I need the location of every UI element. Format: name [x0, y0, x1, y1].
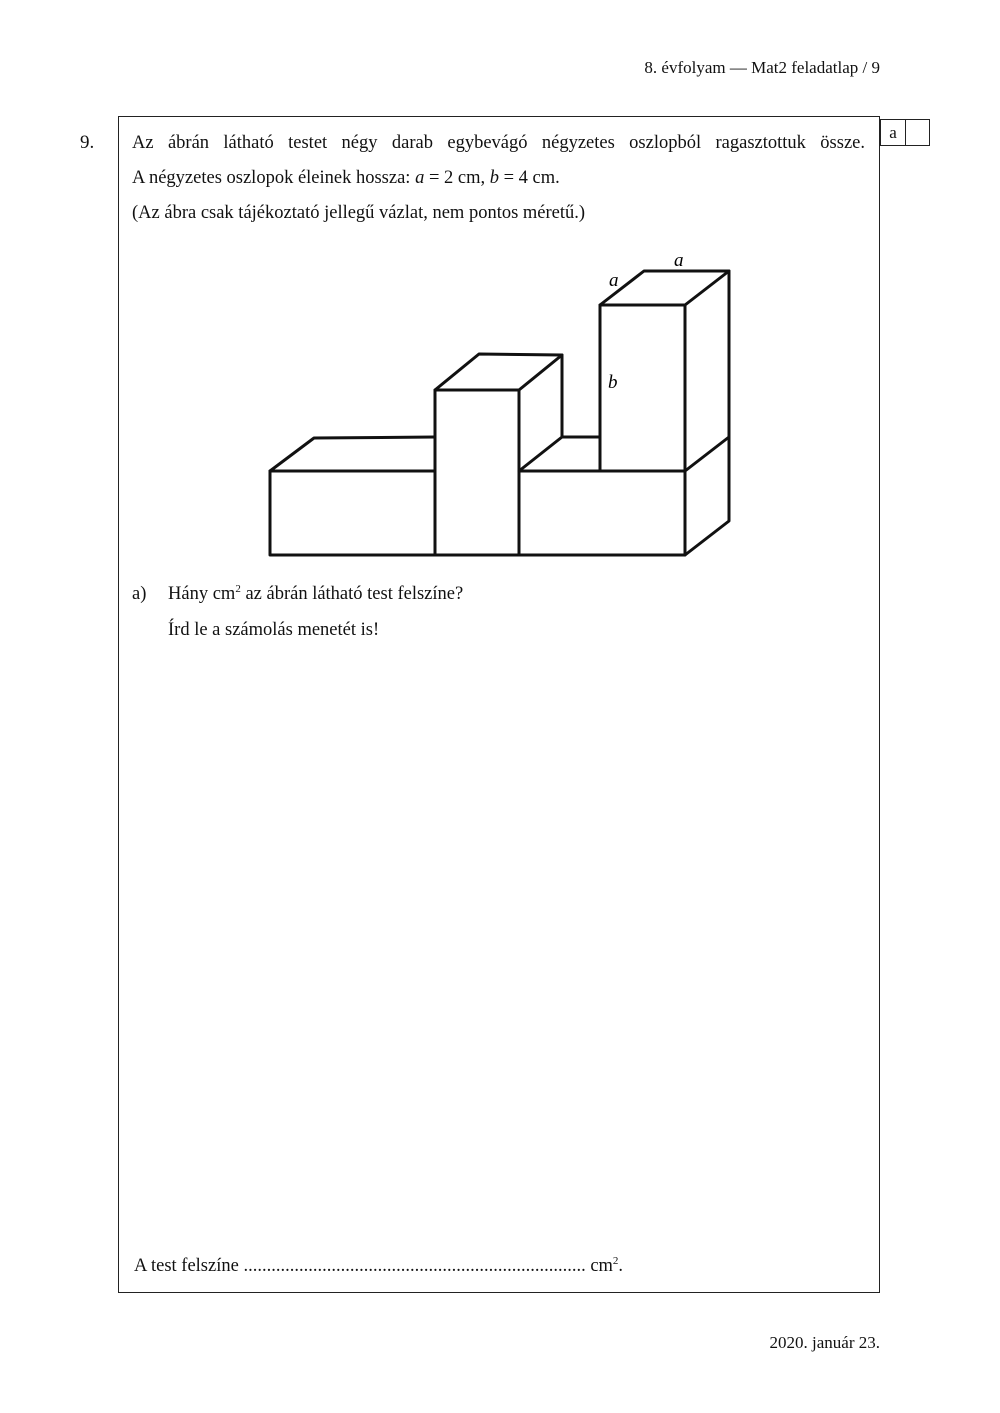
right-prism-front — [519, 471, 685, 555]
right-prism-side — [685, 437, 729, 555]
score-input-cell[interactable] — [905, 120, 929, 145]
figure-note: (Az ábra csak tájékoztató jellegű vázlat, nem pontos méretű.) — [132, 203, 586, 223]
label-b: b — [608, 372, 618, 393]
question-a-text — [168, 584, 463, 605]
answer-unit: cm — [585, 1256, 613, 1276]
question-a-text-before: Hány cm — [168, 584, 236, 604]
answer-suffix: . — [618, 1256, 624, 1276]
tall-prism-top — [600, 271, 729, 305]
edge-lengths-prefix: A négyzetes oszlopok éleinek hossza: — [132, 168, 416, 188]
label-a-top: a — [674, 250, 684, 271]
prism-figure — [262, 248, 742, 568]
question-a-text-after: az ábrán látható test felszíne? — [240, 584, 464, 604]
answer-unit-sup: 2 — [612, 1255, 619, 1267]
answer-prefix: A test felszíne — [134, 1256, 244, 1276]
score-box — [880, 119, 930, 146]
right-prism-top — [519, 437, 600, 471]
value-a: = 2 cm, — [424, 168, 490, 188]
task-number: 9. — [80, 132, 95, 153]
page-header: 8. évfolyam — Mat2 feladatlap / 9 — [644, 58, 880, 77]
value-b: = 4 cm. — [499, 168, 560, 188]
question-a-instruction: Írd le a számolás menetét is! — [168, 620, 380, 640]
task-statement: Az ábrán látható testet négy darab egybevágó négyzetes oszlopból ragasztottuk össze. — [132, 133, 865, 153]
page-footer-date: 2020. január 23. — [769, 1333, 880, 1352]
score-label-cell: a — [889, 123, 897, 142]
var-b: b — [489, 168, 499, 188]
answer-line — [134, 1256, 623, 1277]
question-a-label: a) — [132, 584, 147, 604]
middle-prism-front — [435, 390, 519, 555]
edge-lengths — [132, 168, 560, 189]
var-a: a — [415, 168, 425, 188]
left-prism-front — [270, 471, 435, 555]
left-prism-top — [270, 437, 435, 471]
answer-blank[interactable]: .......................................................................... — [243, 1256, 586, 1276]
question-a-sup: 2 — [235, 583, 241, 595]
label-a-side: a — [609, 270, 619, 291]
middle-prism-top — [435, 354, 562, 390]
